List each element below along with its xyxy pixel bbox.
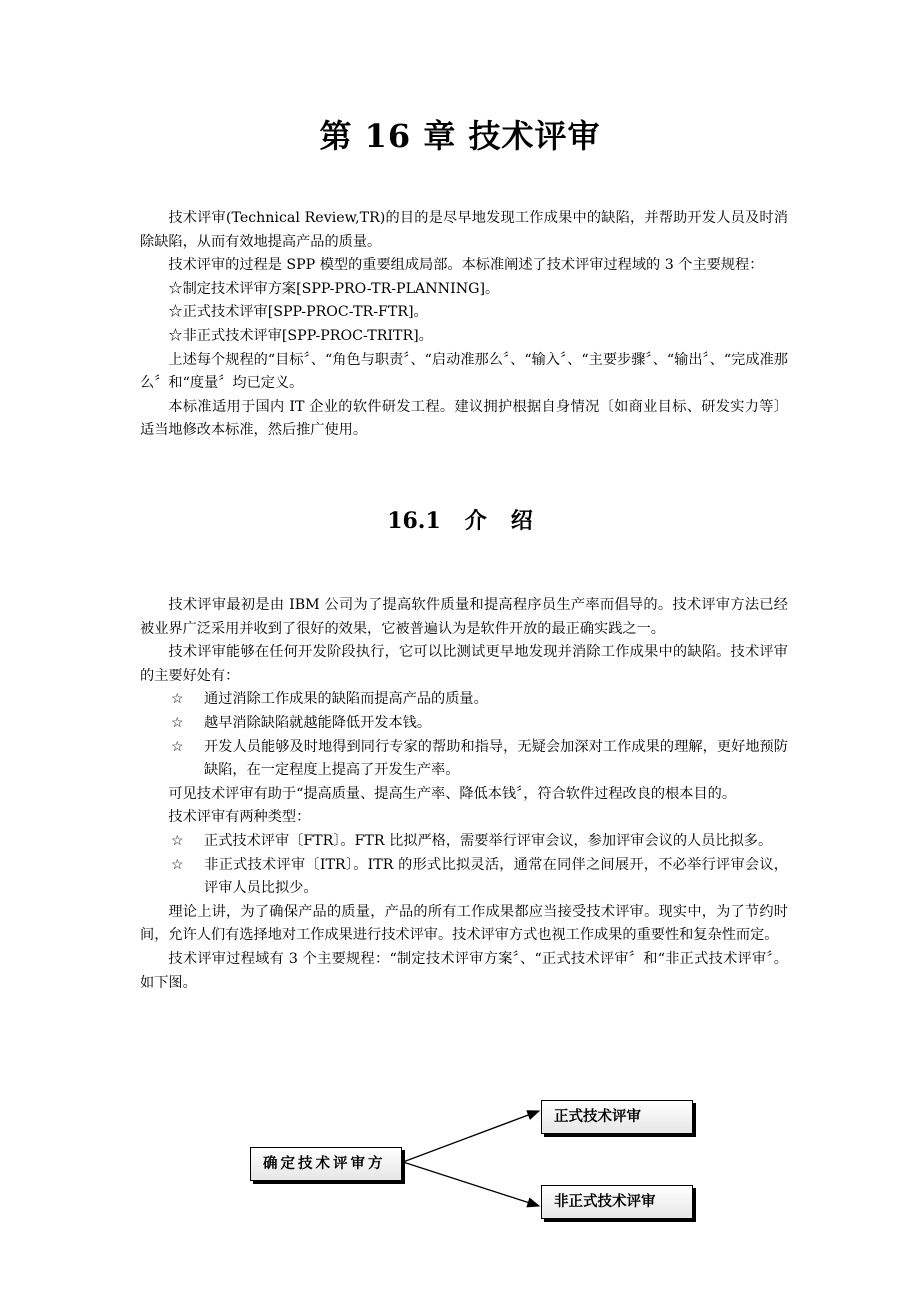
intro-section (140, 207, 788, 443)
bullet-text: 通过消除工作成果的缺陷而提高产品的质量。 (204, 691, 488, 708)
section-title (0, 503, 920, 539)
body-paragraph: 可见技术评审有助于“提高质量、提高生产率、降低本钱〞，符合软件过程改良的根本目的。 (168, 785, 737, 802)
intro-paragraph: 技术评审(Technical Review,TR)的目的是尽早地发现工作成果中的缺陷，并帮助开发人员及时消除缺陷，从而有效地提高产品的质量。 (140, 210, 788, 250)
bullet-item (140, 854, 788, 901)
star-bullet-icon: ☆ (171, 832, 184, 849)
bullet-item (140, 736, 788, 783)
bullet-text: 开发人员能够及时地得到同行专家的帮助和指导，无疑会加深对工作成果的理解，更好地预防缺陷，在一定程度上提高了开发生产率。 (204, 738, 788, 779)
body-paragraph: 理论上讲，为了确保产品的质量，产品的所有工作成果都应当接受技术评审。现实中，为了节约时间，允许人们有选择地对工作成果进行技术评审。技术评审方式也视工作成果的重要性和复杂性而定。 (140, 903, 788, 944)
section-number: 16.1 (387, 508, 441, 534)
process-diagram (240, 1090, 710, 1230)
arrow-to-formal-review (403, 1111, 539, 1162)
bullet-text: 越早消除缺陷就越能降低开发本钱。 (204, 714, 432, 731)
bullet-item (140, 712, 788, 736)
intro-paragraph: ☆制定技术评审方案[SPP-PRO-TR-PLANNING]。 (168, 280, 500, 297)
bullet-item (140, 830, 788, 854)
section-title-char-2: 绍 (510, 508, 533, 534)
body-paragraph: 技术评审能够在任何开发阶段执行，它可以比测试更早地发现并消除工作成果中的缺陷。技术评审的主要好处有： (140, 644, 788, 684)
formal-review-box: 正式技术评审 (541, 1100, 693, 1134)
star-bullet-icon: ☆ (171, 691, 184, 708)
body-paragraph: 技术评审有两种类型： (168, 809, 311, 826)
section-body (140, 594, 788, 995)
intro-paragraph: 上述每个规程的“目标〞、“角色与职责〞、“启动准那么〞、“输入〞、“主要步骤〞、“输出〞、“完成准那么〞和“度量〞均已定义。 (140, 351, 788, 392)
intro-paragraph: ☆非正式技术评审[SPP-PROC-TRITR]。 (168, 327, 433, 344)
body-paragraph: 技术评审过程域有 3 个主要规程：“制定技术评审方案〞、“正式技术评审〞和“非正式技术评审〞。如下图。 (140, 950, 788, 991)
intro-paragraph: 本标准适用于国内 IT 企业的软件研发工程。建议拥护根据自身情况〔如商业目标、研发实力等〕适当地修改本标准，然后推广使用。 (140, 398, 788, 439)
star-bullet-icon: ☆ (171, 714, 184, 731)
plan-review-box: 确定技术评审方 (250, 1147, 402, 1181)
body-paragraph: 技术评审最初是由 IBM 公司为了提高软件质量和提高程序员生产率而倡导的。技术评审方法已经被业界广泛采用并收到了很好的效果，它被普遍认为是软件开放的最正确实践之一。 (140, 597, 788, 637)
star-bullet-icon: ☆ (171, 856, 184, 873)
intro-paragraph: 技术评审的过程是 SPP 模型的重要组成局部。本标准阐述了技术评审过程域的 3 个主要规程： (168, 257, 764, 274)
bullet-text: 非正式技术评审〔ITR〕。ITR 的形式比拟灵活，通常在同伴之间展开，不必举行评审会议，评审人员比拟少。 (204, 856, 788, 897)
informal-review-box: 非正式技术评审 (541, 1185, 693, 1219)
section-title-char-1: 介 (464, 508, 487, 534)
intro-paragraph: ☆正式技术评审[SPP-PROC-TR-FTR]。 (168, 304, 428, 321)
bullet-text: 正式技术评审〔FTR〕。FTR 比拟严格，需要举行评审会议，参加评审会议的人员比拟多。 (204, 832, 773, 849)
chapter-title: 第 16 章 技术评审 (319, 117, 601, 155)
star-bullet-icon: ☆ (171, 738, 184, 755)
bullet-item (140, 688, 788, 712)
arrow-to-informal-review (403, 1162, 539, 1206)
